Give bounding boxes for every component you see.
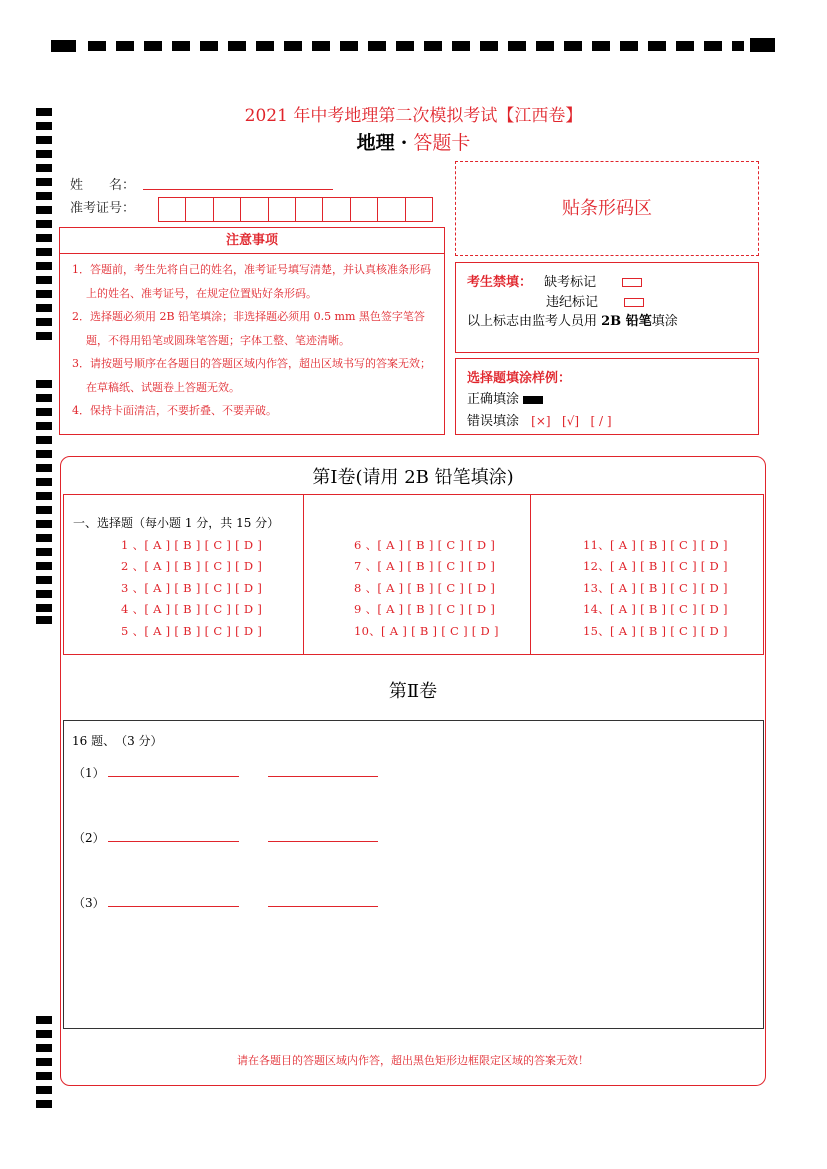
correct-fill-mark xyxy=(523,396,543,404)
mcq-row[interactable]: 3 、[ A ] [ B ] [ C ] [ D ] xyxy=(121,581,263,595)
correct-fill-label: 正确填涂 xyxy=(467,392,520,407)
forbid-note-post: 填涂 xyxy=(651,314,678,329)
id-digit-box[interactable] xyxy=(186,198,213,221)
q16-sub1-label: （1） xyxy=(73,766,105,780)
mcq-row[interactable]: 8 、[ A ] [ B ] [ C ] [ D ] xyxy=(354,581,496,595)
id-digit-box[interactable] xyxy=(378,198,405,221)
notice-heading: 注意事项 xyxy=(60,228,444,254)
footer-warning: 请在各题目的答题区域内作答，超出黑色矩形边框限定区域的答案无效！ xyxy=(237,1054,589,1067)
mcq-row[interactable]: 9 、[ A ] [ B ] [ C ] [ D ] xyxy=(354,602,496,616)
mcq-row[interactable]: 1 、[ A ] [ B ] [ C ] [ D ] xyxy=(121,538,263,552)
wrong-fill-label: 错误填涂 xyxy=(467,414,520,429)
mcq-section-label: 一、选择题（每小题 1 分，共 15 分） xyxy=(73,516,280,530)
id-digit-box[interactable] xyxy=(159,198,186,221)
q16-sub1-blank-b[interactable] xyxy=(268,776,378,777)
mcq-row[interactable]: 10、[ A ] [ B ] [ C ] [ D ] xyxy=(354,624,499,638)
q16-sub2-blank-b[interactable] xyxy=(268,841,378,842)
barcode-area: 贴条形码区 xyxy=(455,161,759,256)
absent-mark-box[interactable] xyxy=(622,278,642,287)
mcq-row[interactable]: 12、[ A ] [ B ] [ C ] [ D ] xyxy=(583,559,728,573)
wrong-fill-marks: [×] [√] [ / ] xyxy=(531,414,612,428)
subject-label: 地理 xyxy=(356,132,395,154)
notice-item: 3．请按题号顺序在各题目的答题区域内作答，超出区域书写的答案无效；在草稿纸、试题卷上答题无效。 xyxy=(72,357,431,394)
mcq-row[interactable]: 15、[ A ] [ B ] [ C ] [ D ] xyxy=(583,624,728,638)
id-digit-box[interactable] xyxy=(269,198,296,221)
name-field[interactable] xyxy=(143,189,333,190)
examinee-forbid-box xyxy=(455,262,759,353)
notice-item: 4．保持卡面清洁，不要折叠、不要弄破。 xyxy=(72,404,277,417)
id-label: 准考证号： xyxy=(70,201,136,216)
name-label: 姓 名： xyxy=(70,178,136,193)
forbid-note-bold: 2B 铅笔 xyxy=(601,314,652,329)
mcq-row[interactable]: 7 、[ A ] [ B ] [ C ] [ D ] xyxy=(354,559,496,573)
mcq-row[interactable]: 4 、[ A ] [ B ] [ C ] [ D ] xyxy=(121,602,263,616)
violation-mark-box[interactable] xyxy=(624,298,644,307)
id-number-boxes[interactable] xyxy=(158,197,433,222)
subtitle-dot: · xyxy=(400,132,408,154)
notice-item: 2．选择题必须用 2B 铅笔填涂；非选择题必须用 0.5 mm 黑色签字笔答题，不得用铅笔或圆珠笔答题；字体工整、笔迹清晰。 xyxy=(72,310,425,347)
id-digit-box[interactable] xyxy=(296,198,323,221)
id-digit-box[interactable] xyxy=(351,198,378,221)
id-digit-box[interactable] xyxy=(323,198,350,221)
notice-box xyxy=(59,227,445,435)
forbid-title: 考生禁填： xyxy=(467,275,533,290)
q16-sub3-blank-b[interactable] xyxy=(268,906,378,907)
part1-title: 第Ⅰ卷(请用 2B 铅笔填涂) xyxy=(312,467,514,488)
mcq-row[interactable]: 11、[ A ] [ B ] [ C ] [ D ] xyxy=(583,538,728,552)
card-subtitle xyxy=(0,128,827,155)
answer-card-label: 答题卡 xyxy=(413,132,471,154)
q16-sub2-blank-a[interactable] xyxy=(108,841,239,842)
notice-item: 1．答题前，考生先将自己的姓名，准考证号填写清楚，并认真核准条形码上的姓名、准考证号，在规定位置贴好条形码。 xyxy=(72,263,431,300)
q16-sub3-blank-a[interactable] xyxy=(108,906,239,907)
q16-label: 16 题、 （3 分） xyxy=(72,734,163,748)
mcq-row[interactable]: 2 、[ A ] [ B ] [ C ] [ D ] xyxy=(121,559,263,573)
q16-sub1-blank-a[interactable] xyxy=(108,776,239,777)
id-digit-box[interactable] xyxy=(241,198,268,221)
forbid-note-pre: 以上标志由监考人员用 xyxy=(467,314,602,329)
q16-sub3-label: （3） xyxy=(73,896,105,910)
violation-mark-label: 违纪标记 xyxy=(546,295,599,310)
exam-title: 2021 年中考地理第二次模拟考试【江西卷】 xyxy=(244,106,583,126)
q16-sub2-label: （2） xyxy=(73,831,105,845)
mcq-row[interactable]: 5 、[ A ] [ B ] [ C ] [ D ] xyxy=(121,624,263,638)
mcq-area xyxy=(63,494,764,655)
mcq-row[interactable]: 6 、[ A ] [ B ] [ C ] [ D ] xyxy=(354,538,496,552)
absent-mark-label: 缺考标记 xyxy=(544,275,597,290)
q16-answer-area xyxy=(63,720,764,1029)
mcq-row[interactable]: 14、[ A ] [ B ] [ C ] [ D ] xyxy=(583,602,728,616)
id-digit-box[interactable] xyxy=(214,198,241,221)
mcq-row[interactable]: 13、[ A ] [ B ] [ C ] [ D ] xyxy=(583,581,728,595)
part2-title: 第Ⅱ卷 xyxy=(388,681,438,702)
id-digit-box[interactable] xyxy=(406,198,432,221)
fill-sample-box xyxy=(455,358,759,435)
sample-title: 选择题填涂样例： xyxy=(467,371,572,386)
